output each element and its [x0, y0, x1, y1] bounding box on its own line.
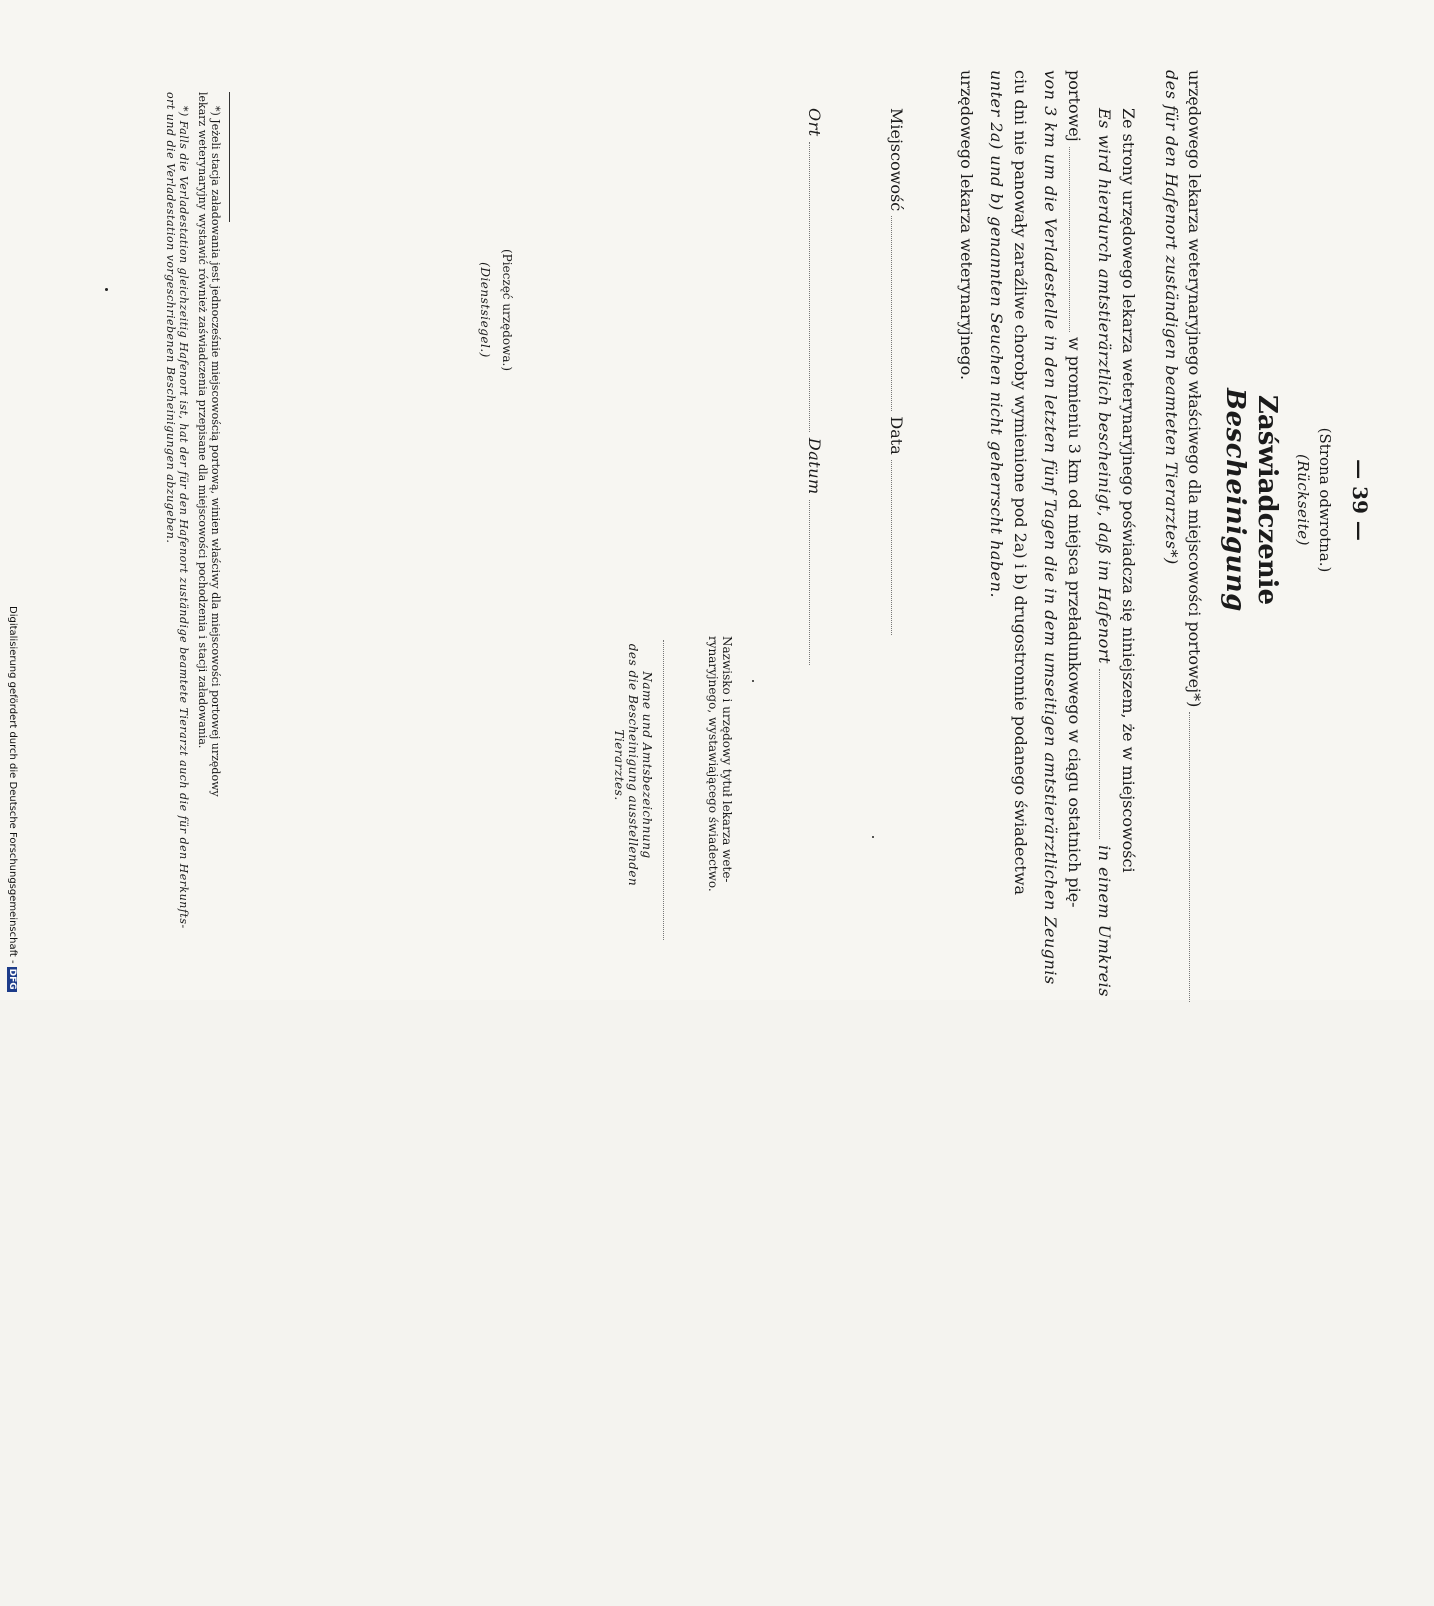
- body-pl-2a: portowej: [1065, 70, 1084, 142]
- issuer-pl-line: [1185, 70, 1204, 1002]
- port-fill-line: [1069, 147, 1082, 332]
- issuer-fill-line: [1189, 712, 1202, 1002]
- side-label-de: (Rückseite): [1294, 454, 1312, 546]
- scan-speck: [752, 680, 754, 682]
- place-date-de-line: [805, 108, 824, 665]
- place-fill-line-pl: [891, 216, 904, 411]
- signature-block: [706, 636, 734, 966]
- scan-speck: [105, 288, 108, 291]
- signature-fill-line: [663, 640, 664, 940]
- signature-block-de: [612, 630, 654, 900]
- body-pl-2b: w promieniu 3 km od miejsca przeładunkowego w ciągu ostatnich pię-: [1065, 336, 1084, 908]
- issuer-pl: urzędowego lekarza weterynaryjnego właściwego dla miejscowości portowej*): [1185, 70, 1204, 708]
- page-number: — 39 —: [1348, 459, 1372, 541]
- signature-label-pl-2: rynaryjnego, wystawiającego świadectwo.: [706, 636, 720, 892]
- footnote-rule: [229, 92, 230, 222]
- footnote-de-1: *) Falls die Verladestation gleichzeitig Hafenort ist, hat der für den Hafenort zuständige beamtete Tierarzt auch die für den Herkunfts-: [177, 106, 190, 929]
- footnote-pl-2: lekarz weterynaryjny wystawić również zaświadczenia przepisane dla miejscowości pochodzenia i stacji załadowania.: [196, 92, 209, 749]
- body-de-1b: in einem Umkreis: [1095, 845, 1114, 997]
- place-date-pl-line: [887, 108, 906, 635]
- place-label-pl: Miejscowość: [887, 108, 906, 212]
- digitization-credit: [0, 606, 18, 1606]
- body-pl-4: urzędowego lekarza weterynaryjnego.: [957, 70, 976, 381]
- title-de: Bescheinigung: [1220, 388, 1250, 612]
- signature-label-de-1: Name und Amtsbezeichnung: [640, 671, 654, 859]
- footnote-de-2: ort und die Verladestation vorgeschriebenen Bescheinigungen abzugeben.: [164, 92, 177, 544]
- body-de-3: unter 2a) und b) genannten Seuchen nicht geherrscht haben.: [987, 70, 1006, 599]
- dfg-logo: DFG: [7, 968, 17, 990]
- body-de-2: von 3 km um die Verladestelle in den letzten fünf Tagen die in dem umseitigen amtstierärztlichen Zeugnis: [1041, 70, 1060, 985]
- body-de-1: Es wird hierdurch amtstierärztlich bescheinigt, daß im Hafenort: [1095, 108, 1114, 664]
- digitization-credit-text: Digitalisierung gefördert durch die Deutsche Forschungsgemeinschaft -: [7, 606, 18, 964]
- body-pl-3: ciu dni nie panowały zaraźliwe choroby wymienione pod 2a) i b) drugostronnie podanego świadectwa: [1011, 70, 1030, 896]
- date-label-de: Datum: [805, 437, 824, 495]
- signature-label-de-2: des die Bescheinigung ausstellenden Tierarztes.: [612, 643, 640, 887]
- place-label-de: Ort: [805, 108, 824, 137]
- footnote-pl-1: *) Jeżeli stacja załadowania jest jednocześnie miejscowością portową, winien właściwy dla miejscowości portowej urzędowy: [209, 106, 222, 797]
- date-label-pl: Data: [887, 416, 906, 455]
- footnote-de: [164, 92, 190, 929]
- seal-label-pl: (Pieczęć urzędowa.): [500, 248, 514, 372]
- body-de-1-line: [1095, 108, 1114, 997]
- body-pl-1: Ze strony urzędowego lekarza weterynaryjnego poświadcza się niniejszem, że w miejscowości: [1119, 108, 1138, 873]
- signature-label-pl-1: Nazwisko i urzędowy tytuł lekarza wete-: [720, 636, 734, 883]
- date-fill-line-de: [809, 500, 822, 665]
- scan-speck: [872, 836, 874, 838]
- body-pl-2-line: [1065, 70, 1084, 908]
- harbour-fill-line: [1099, 669, 1112, 839]
- issuer-de: des für den Hafenort zuständigen beamteten Tierarztes*): [1162, 70, 1181, 565]
- place-fill-line-de: [809, 142, 822, 432]
- seal-label-de: (Dienstsiegel.): [478, 262, 492, 358]
- date-fill-line-pl: [891, 460, 904, 635]
- title-pl: Zaświadczenie: [1252, 394, 1282, 606]
- footnote-pl: [196, 92, 222, 922]
- side-label-pl: (Strona odwrotna.): [1316, 427, 1334, 573]
